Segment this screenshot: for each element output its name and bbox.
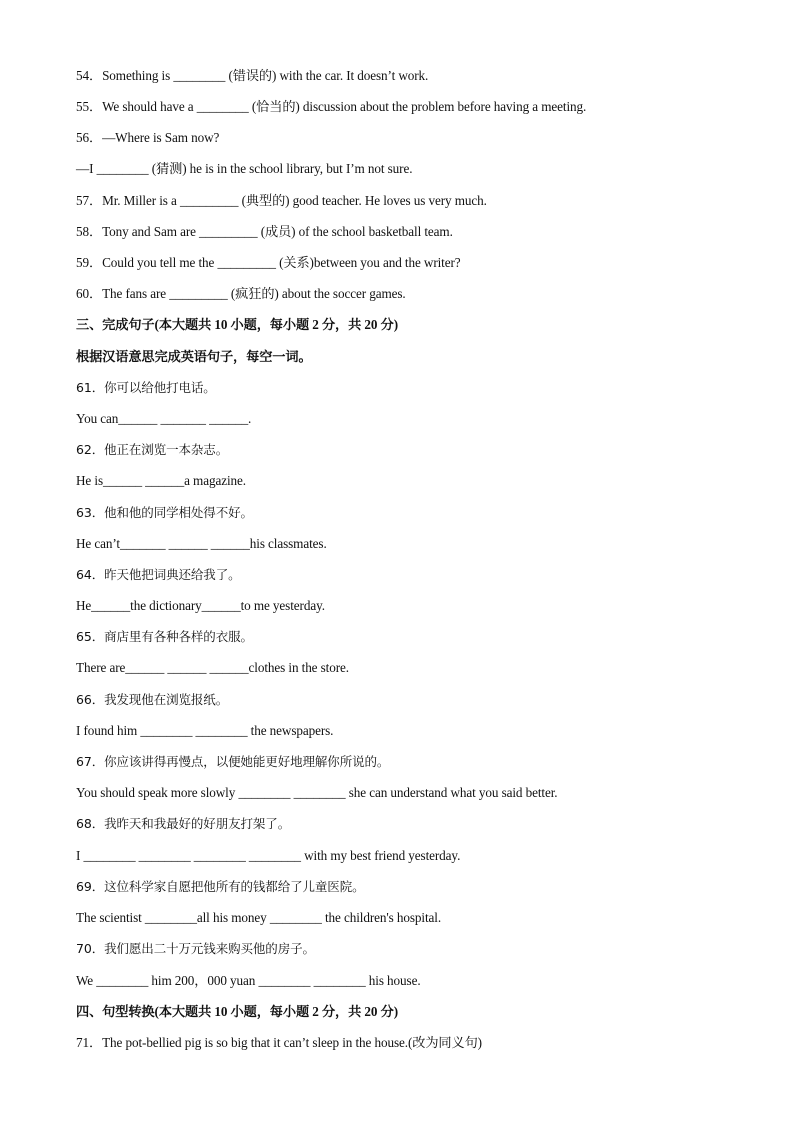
question-55: 55．We should have a ________ (恰当的) discussion about the problem before having a meeting. (76, 99, 587, 114)
question-69-prompt: 69．这位科学家自愿把他所有的钱都给了儿童医院。 (76, 879, 365, 894)
section-4-heading: 四、句型转换(本大题共 10 小题，每小题 2 分，共 20 分) (76, 1004, 398, 1019)
question-70-prompt: 70．我们愿出二十万元钱来购买他的房子。 (76, 941, 315, 956)
question-68-prompt: 68．我昨天和我最好的好朋友打架了。 (76, 816, 291, 831)
question-69-blank: The scientist ________all his money ________ the children's hospital. (76, 910, 442, 925)
question-57: 57．Mr. Miller is a _________ (典型的) good teacher. He loves us very much. (76, 193, 487, 208)
question-65-prompt: 65．商店里有各种各样的衣服。 (76, 629, 253, 644)
question-67-blank: You should speak more slowly ________ ________ she can understand what you said better. (76, 785, 558, 800)
question-66-prompt: 66．我发现他在浏览报纸。 (76, 692, 229, 707)
question-71: 71．The pot-bellied pig is so big that it can’t sleep in the house.(改为同义句) (76, 1035, 482, 1050)
question-63-blank: He can’t_______ ______ ______his classmates. (76, 536, 327, 551)
question-56: 56．—Where is Sam now? (76, 130, 220, 145)
question-58: 58．Tony and Sam are _________ (成员) of the school basketball team. (76, 224, 453, 239)
section-3-heading: 三、完成句子(本大题共 10 小题，每小题 2 分，共 20 分) (76, 317, 398, 332)
question-61-blank: You can______ _______ ______. (76, 411, 252, 426)
question-62-blank: He is______ ______a magazine. (76, 473, 246, 488)
question-62-prompt: 62．他正在浏览一本杂志。 (76, 442, 229, 457)
question-66-blank: I found him ________ ________ the newspapers. (76, 723, 334, 738)
question-56-answer-line: —I ________ (猜测) he is in the school library, but I’m not sure. (76, 161, 413, 176)
question-70-blank: We ________ him 200，000 yuan ________ ________ his house. (76, 973, 421, 988)
question-63-prompt: 63．他和他的同学相处得不好。 (76, 505, 253, 520)
question-65-blank: There are______ ______ ______clothes in the store. (76, 660, 349, 675)
question-68-blank: I ________ ________ ________ ________ with my best friend yesterday. (76, 848, 461, 863)
question-60: 60．The fans are _________ (疯狂的) about the soccer games. (76, 286, 406, 301)
question-67-prompt: 67．你应该讲得再慢点，以便她能更好地理解你所说的。 (76, 754, 390, 769)
question-64-blank: He______the dictionary______to me yesterday. (76, 598, 325, 613)
question-59: 59．Could you tell me the _________ (关系)between you and the writer? (76, 255, 461, 270)
question-61-prompt: 61．你可以给他打电话。 (76, 380, 216, 395)
question-54: 54．Something is ________ (错误的) with the car. It doesn’t work. (76, 68, 429, 83)
question-64-prompt: 64．昨天他把词典还给我了。 (76, 567, 241, 582)
section-3-instruction: 根据汉语意思完成英语句子，每空一词。 (76, 349, 312, 364)
